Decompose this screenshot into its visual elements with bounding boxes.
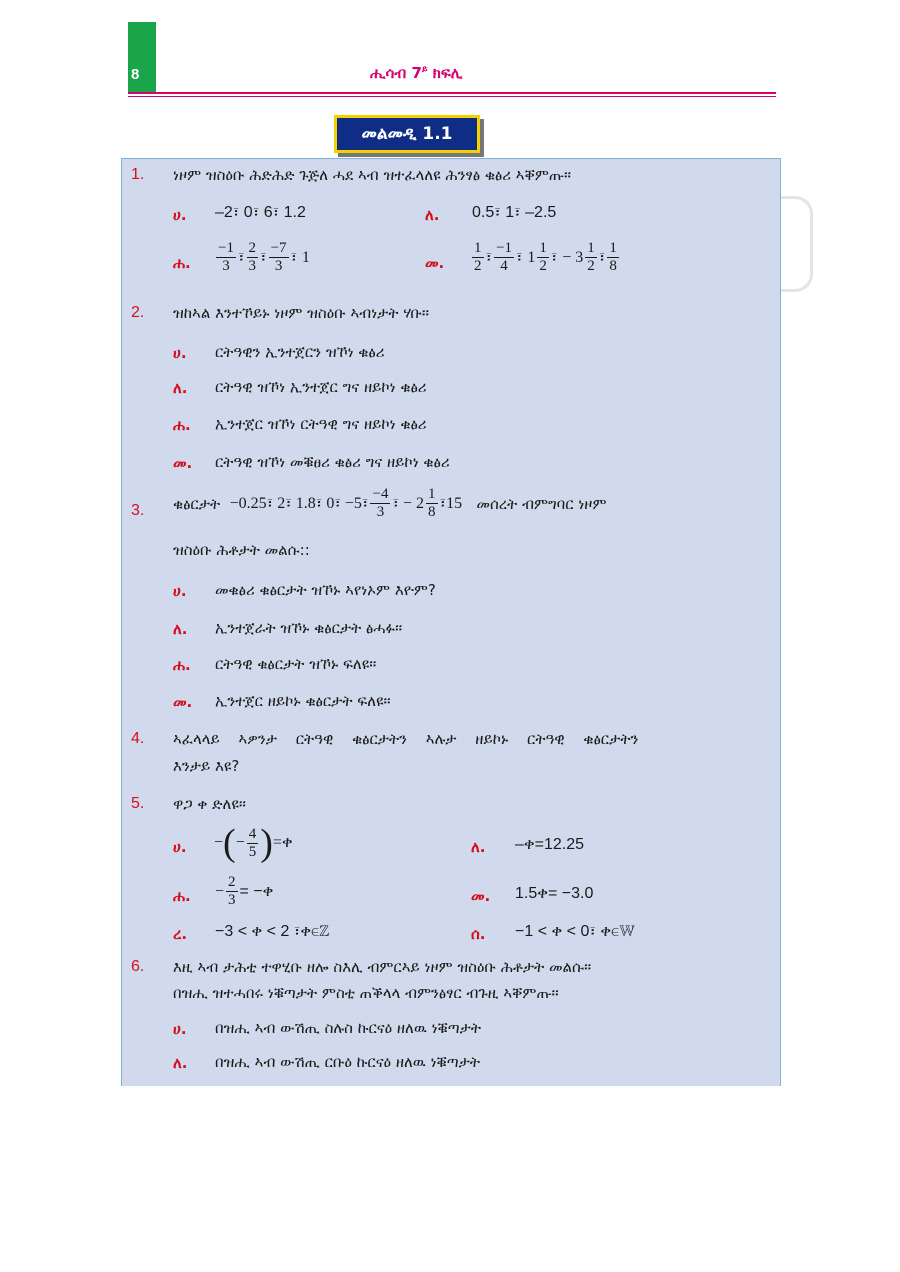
q3-line2: ዝስዕቡ ሕቶታት መልሱ:: [173,541,310,559]
q5-c-expr: − $\frac{2}{3}$ = −ቀ [215,874,274,908]
q5-c-frac: $\frac{2}{3}$ [228,874,236,908]
q6-line2: በዝሒ ዝተሓበሩ ነቑጣታት ምስቲ ጠቕላላ ብምንፅፃር ብጉዚ ኣቐምጡ፡፡ [173,984,559,1002]
q1-c-frac1: $\frac{-1}{3}$ [218,240,234,274]
q3-item-label: ለ. [173,620,188,638]
q5-f-text: −1 < ቀ < 0፣ ቀ∈𝕎 [515,923,636,940]
q1-b-text: 0.5፣ 1፣ –2.5 [472,204,557,221]
q3-line1: ቁፅርታት −0.25፣ 2፣ 1.8፣ 0፣ −5፣ $\frac{-4}{3}$ ፣ − 2 $\frac{1}{8}$ ፣15 መሰረት ብምግባር ነዞም [173,486,607,520]
q2-item-text: ርትዓዊ ዝኾነ ኢንተጀር ግና ዘይኮነ ቁፅሪ [215,378,427,396]
q4-line1: ኣፈላላይ ኣዎንታ ርትዓዊ ቁፅርታትን ኣሉታ ዘይኮኑ ርትዓዊ ቁፅርታትን [173,730,639,748]
q1-c-expr: $\frac{-1}{3}$ ፣ $\frac{2}{3}$ ፣ $\frac{-7}{3}$ ፣ 1 [218,240,310,274]
q2-item-label: ለ. [173,379,188,397]
q2-item-label: ሐ. [173,416,191,434]
q1-c-frac2: $\frac{2}{3}$ [248,240,257,274]
q5-a-label: ሀ. [173,838,187,856]
q3-item-label: መ. [173,693,193,711]
q6-line1: እዚ ኣብ ታሕቲ ተዋሂቡ ዘሎ ስእሊ ብምርኣይ ነዞም ዝስዕቡ ሕቶታት መልሱ፡፡ [173,958,592,976]
q5-c-label: ሐ. [173,887,191,905]
q1-c-frac3: $\frac{-7}{3}$ [270,240,287,274]
q3-item-text: መቁፅሪ ቁፅርታት ዝኾኑ ኣየነኦም እዮም? [215,581,436,599]
q6-item-text: በዝሒ ኣብ ውሽጢ ስሉስ ኩርናዕ ዘለዉ ነቑጣታት [215,1019,482,1037]
q1-d-mixed2: − 3 $\frac{1}{2}$ [562,240,595,274]
q5-b-text: –ቀ=12.25 [515,836,585,853]
q2-item-text: ኢንተጀር ዝኾነ ርትዓዊ ግና ዘይኮነ ቁፅሪ [215,415,427,433]
q3-item-label: ሀ. [173,582,187,600]
q1-d-frac1: $\frac{1}{2}$ [474,240,482,274]
q1-d-label: መ. [425,254,445,272]
q2-item-label: መ. [173,454,193,472]
q2-item-text: ርትዓዊን ኢንተጀርን ዝኾነ ቁፅሪ [215,343,385,361]
q3-frac2: $\frac{1}{8}$ [428,486,436,520]
q1-d-frac3: $\frac{1}{8}$ [609,240,617,274]
q6-item-text: በዝሒ ኣብ ውሽጢ ርቡዕ ኩርናዕ ዘለዉ ነቑጣታት [215,1053,480,1071]
q1-d-mixed1: 1 $\frac{1}{2}$ [527,240,547,274]
q3-item-label: ሐ. [173,656,191,674]
q5-d-label: መ. [471,887,491,905]
q4-line2: እንታይ እዩ? [173,757,240,775]
book-title-sup: ይ [421,65,428,75]
q3-item-text: ኢንተጀራት ዝኾኑ ቁፅርታት ፅሓፉ፡፡ [215,619,403,637]
q1-a-label: ሀ. [173,206,187,224]
q1-d-expr: $\frac{1}{2}$ ፣ $\frac{-1}{4}$ ፣ 1 $\frac{1}{2}$ ፣ − 3 $\frac{1}{2}$ ፣ $\frac{1}{8}$ [474,240,617,274]
q5-b-label: ለ. [471,838,486,856]
watermark-shape [776,196,813,292]
q5-f-label: ሰ. [471,925,486,943]
q1-a-text: –2፣ 0፣ 6፣ 1.2 [215,204,306,221]
q1-text: ነዞም ዝስዕቡ ሕድሕድ ጉጅለ ሓደ ኣብ ዝተፈላለዩ ሕንፃፅ ቁፅሪ ኣቐምጡ፡፡ [173,166,572,184]
header-rule-thin [128,96,776,97]
q5-e-text: −3 < ቀ < 2 ፣ቀ∈ℤ [215,923,330,940]
page-number: 8 [131,66,140,83]
q5-d-text: 1.5ቀ= −3.0 [515,885,594,902]
q6-number: 6. [131,958,145,975]
exercise-title: መልመዲ 1.1 [334,115,480,153]
q1-d-frac2: $\frac{-1}{4}$ [496,240,513,274]
q2-number: 2. [131,304,145,321]
q3-item-text: ርትዓዊ ቁፅርታት ዝኾኑ ፍለዩ፡፡ [215,655,377,673]
q5-a-expr: − ( − $\frac{4}{5}$ ) =ቀ [214,822,293,864]
q1-b-label: ለ. [425,206,440,224]
q6-item-label: ሀ. [173,1020,187,1038]
q5-a-frac: $\frac{4}{5}$ [248,825,257,860]
book-title-end: ክፍሊ [432,64,463,82]
q3-number: 3. [131,502,145,519]
q4-number: 4. [131,730,145,747]
book-title [370,64,462,82]
q2-item-label: ሀ. [173,344,187,362]
q3-frac1: $\frac{-4}{3}$ [372,486,389,520]
q2-item-text: ርትዓዊ ዝኾነ መቑፀሪ ቁፅሪ ግና ዘይኮነ ቁፅሪ [215,453,450,471]
header-rule [128,92,776,94]
q5-e-label: ረ. [173,925,188,943]
q1-number: 1. [131,166,145,183]
q1-c-label: ሐ. [173,254,191,272]
q3-item-text: ኢንተጀር ዘይኮኑ ቁፅርታት ፍለዩ፡፡ [215,692,391,710]
q5-number: 5. [131,795,145,812]
q5-text: ዋጋ ቀ ድለዩ፡፡ [173,795,246,813]
book-title-main: ሒሳብ 7 [370,64,422,82]
q2-text: ዝከኣል እንተኾይኑ ነዞም ዝስዕቡ ኣብነታት ሃቡ፡፡ [173,304,429,322]
q6-item-label: ለ. [173,1054,188,1072]
